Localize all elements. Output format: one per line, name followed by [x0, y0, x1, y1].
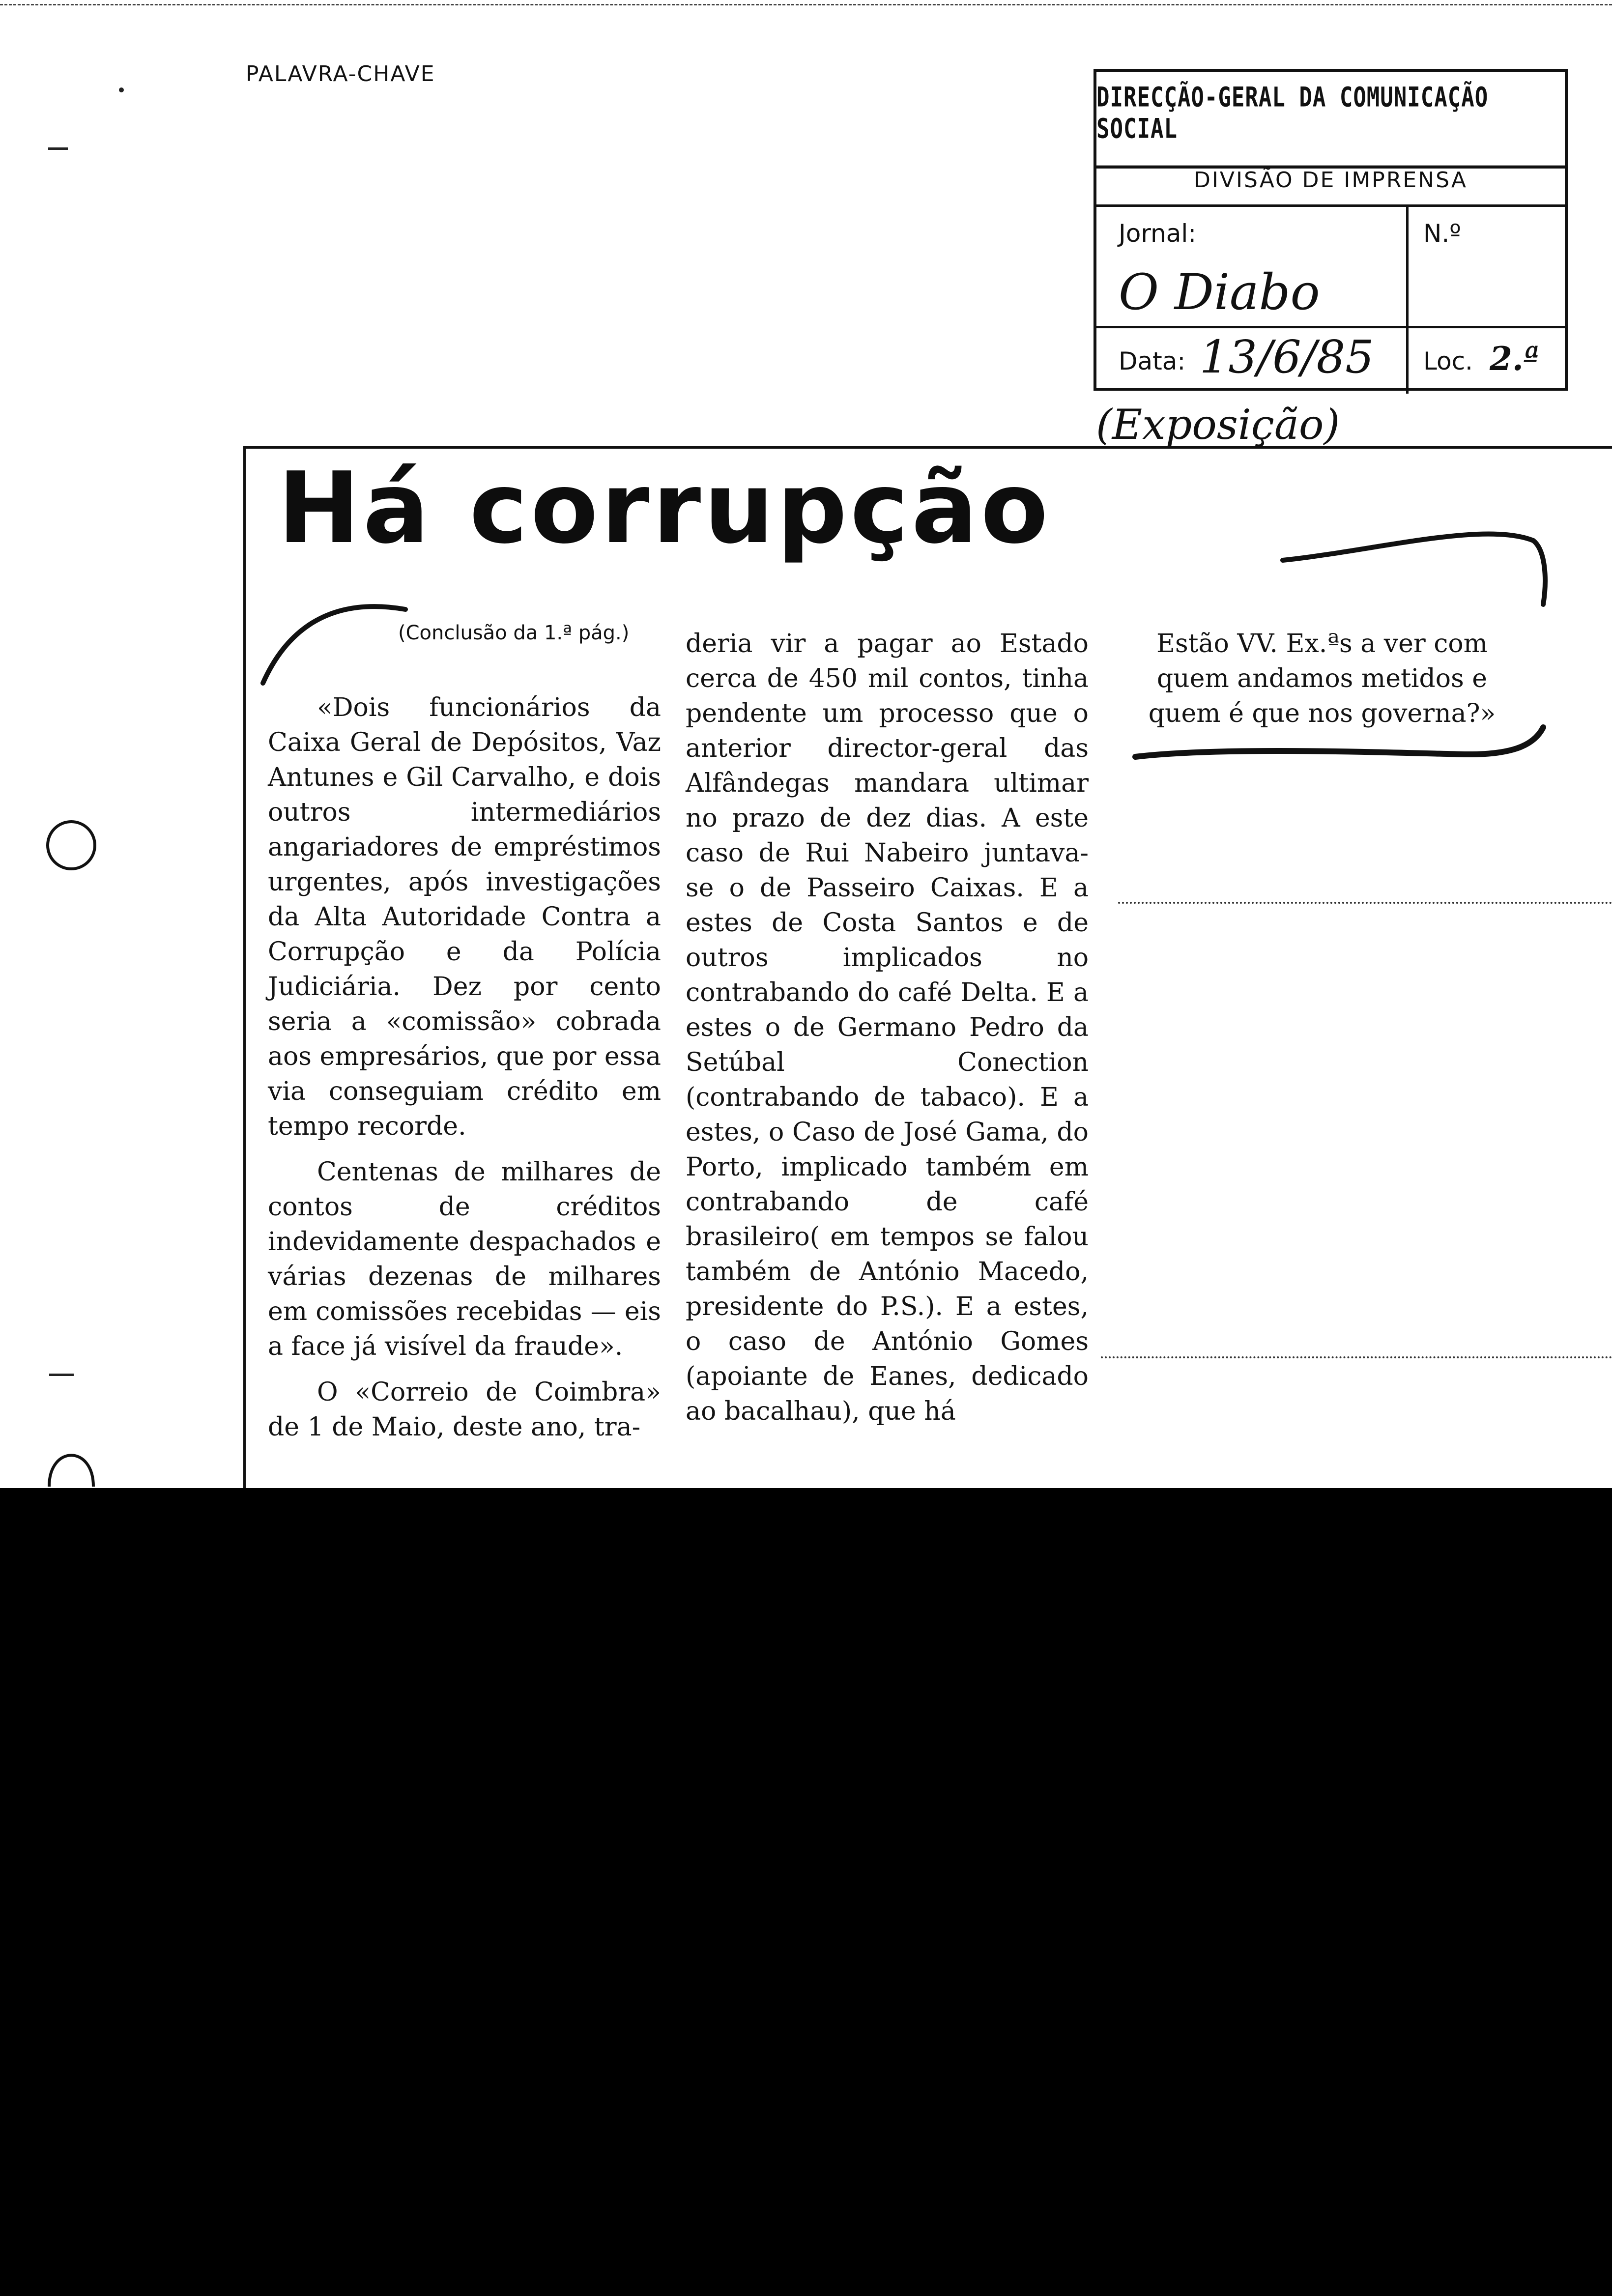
- scan-edge-bar: [0, 1488, 1612, 1494]
- stamp-division: DIVISÃO DE IMPRENSA: [1096, 155, 1565, 207]
- stamp-jornal-value: O Diabo: [1119, 263, 1320, 321]
- stamp-data-label: Data:: [1119, 347, 1186, 375]
- stamp-divider: [1406, 204, 1409, 394]
- paragraph: Estão VV. Ex.ªs a ver com quem andamos metidos e quem é que nos governa?»: [1148, 629, 1496, 728]
- scan-black-area: [0, 1494, 1612, 2296]
- headline: Há corrupção: [278, 451, 1051, 566]
- keyword-label: PALAVRA-CHAVE: [246, 61, 435, 86]
- top-scan-edge: [0, 4, 1612, 5]
- column-2: [686, 627, 1089, 1440]
- paragraph: Centenas de milhares de contos de créditos indevidamente despachados e várias dezenas de milhares em comissões recebidas — eis a face já visível da fraude».: [268, 1157, 661, 1361]
- dotted-separator: [1118, 902, 1612, 904]
- dotted-separator: [1101, 1356, 1612, 1358]
- margin-mark: [119, 87, 124, 92]
- pen-stroke-decoration: [1121, 722, 1553, 776]
- column-1: [268, 690, 661, 1456]
- margin-mark: [49, 1374, 74, 1376]
- punch-hole-mark: [39, 806, 103, 875]
- margin-mark: [48, 147, 68, 150]
- archive-stamp: [1094, 69, 1568, 391]
- continuation-note: (Conclusão da 1.ª pág.): [398, 622, 630, 644]
- stamp-divider: [1096, 326, 1565, 328]
- paragraph: deria vir a pagar ao Estado cerca de 450 mil contos, tinha pendente um processo que o anterior director-geral das Alfândegas mandara ultimar no prazo de dez dias. A este caso de Rui Nabeiro juntava-se o de Passeiro Caixas. E a estes de Costa Santos e de outros implicados no contrabando do café Delta. E a estes o de Germano Pedro da Setúbal Conection (contrabando de tabaco). E a estes, o Caso de José Gama, do Porto, implicado também em contrabando de café brasileiro( em tempos se falou também de António Macedo, presidente do P.S.). E a estes, o caso de António Gomes (apoiante de Eanes, dedicado ao bacalhau), que há: [686, 629, 1089, 1426]
- pen-stroke-decoration: [253, 580, 415, 688]
- paragraph: O «Correio de Coimbra» de 1 de Maio, deste ano, tra-: [268, 1378, 661, 1442]
- stamp-jornal-label: Jornal:: [1119, 219, 1197, 248]
- stamp-loc-label: Loc.: [1423, 347, 1473, 375]
- punch-hole-mark: [42, 1415, 101, 1489]
- stamp-agency: DIRECÇÃO-GERAL DA COMUNICAÇÃO SOCIAL: [1096, 61, 1565, 169]
- stamp-numero-label: N.º: [1423, 219, 1461, 248]
- paragraph: «Dois funcionários da Caixa Geral de Depósitos, Vaz Antunes e Gil Carvalho, e dois outros intermediários angariadores de empréstimos urgentes, após investigações da Alta Autoridade Contra a Corrupção e da Polícia Judiciária. Dez por cento seria a «comissão» cobrada aos empresários, que por essa via conseguiam crédito em tempo recorde.: [268, 693, 661, 1141]
- stamp-loc-value: 2.ª: [1490, 340, 1540, 378]
- stamp-data-value: 13/6/85: [1200, 331, 1374, 383]
- handwritten-note: (Exposição): [1096, 401, 1340, 449]
- pen-stroke-decoration: [1278, 511, 1553, 609]
